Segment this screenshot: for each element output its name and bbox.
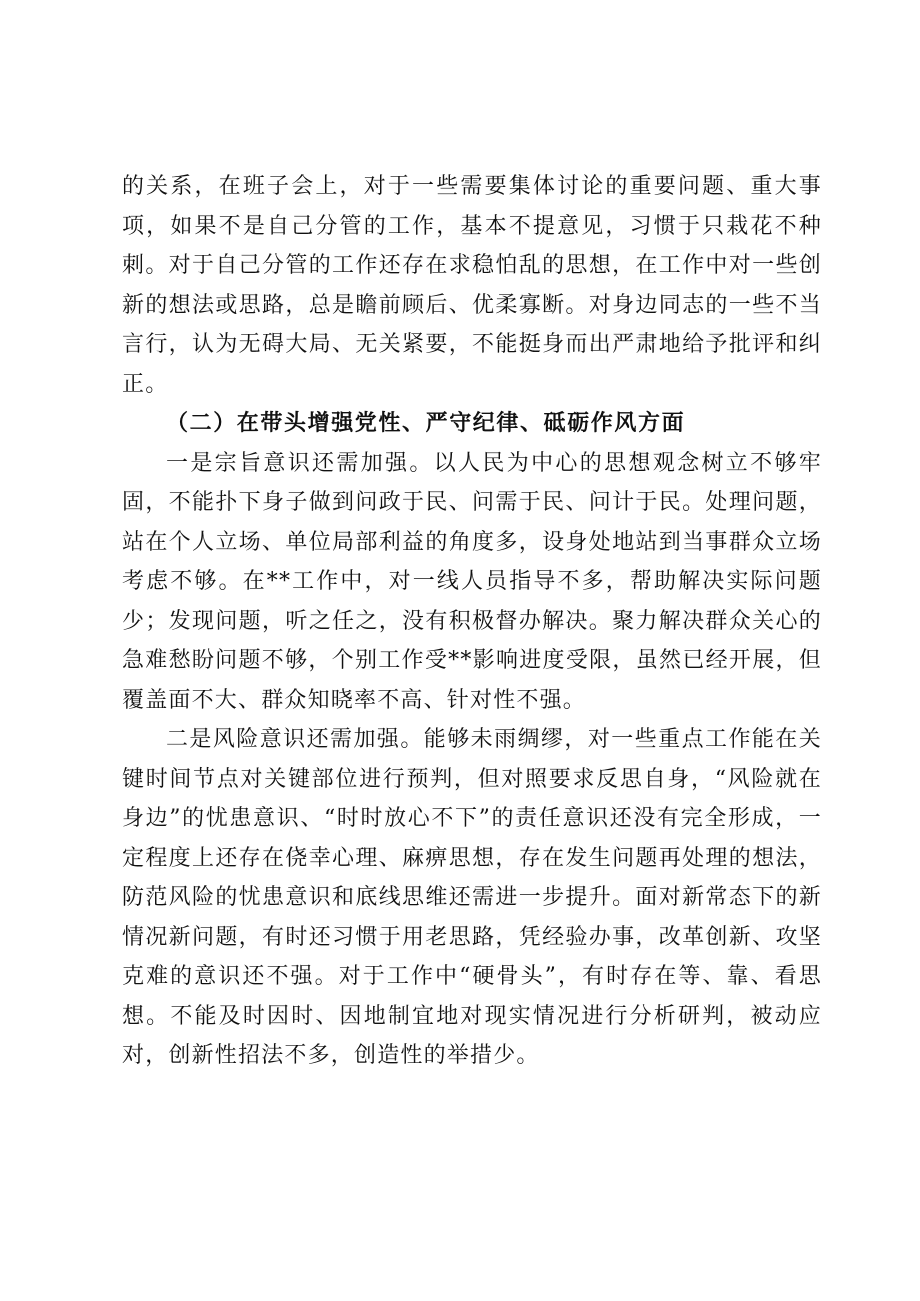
document-body — [122, 167, 822, 1076]
paragraph-risk-awareness: 二是风险意识还需加强。能够未雨绸缪，对一些重点工作能在关键时间节点对关键部位进行预判，但对照要求反思自身，“风险就在身边”的忧患意识、“时时放心不下”的责任意识还没有完全形成，一定程度上还存在侥幸心理、麻痹思想，存在发生问题再处理的想法，防范风险的忧患意识和底线思维还需进一步提升。面对新常态下的新情况新问题，有时还习惯于用老思路，凭经验办事，改革创新、攻坚克难的意识还不强。对于工作中“硬骨头”，有时存在等、靠、看思想。不能及时因时、因地制宜地对现实情况进行分析研判，被动应对，创新性招法不多，创造性的举措少。 — [122, 727, 822, 1068]
continuation-paragraph: 的关系，在班子会上，对于一些需要集体讨论的重要问题、重大事项，如果不是自己分管的工作，基本不提意见，习惯于只栽花不种刺。对于自己分管的工作还存在求稳怕乱的思想，在工作中对一些创新的想法或思路，总是瞻前顾后、优柔寡断。对身边同志的一些不当言行，认为无碍大局、无关紧要，不能挺身而出严肃地给予批评和纠正。 — [122, 174, 822, 397]
section-heading: （二）在带头增强党性、严守纪律、砥砺作风方面 — [166, 411, 686, 436]
paragraph-purpose-awareness: 一是宗旨意识还需加强。以人民为中心的思想观念树立不够牢固，不能扑下身子做到问政于民、问需于民、问计于民。处理问题，站在个人立场、单位局部利益的角度多，设身处地站到当事群众立场考虑不够。在**工作中，对一线人员指导不多，帮助解决实际问题少；发现问题，听之任之，没有积极督办解决。聚力解决群众关心的急难愁盼问题不够，个别工作受**影响进度受限，虽然已经开展，但覆盖面不大、群众知晓率不高、针对性不强。 — [122, 450, 822, 713]
